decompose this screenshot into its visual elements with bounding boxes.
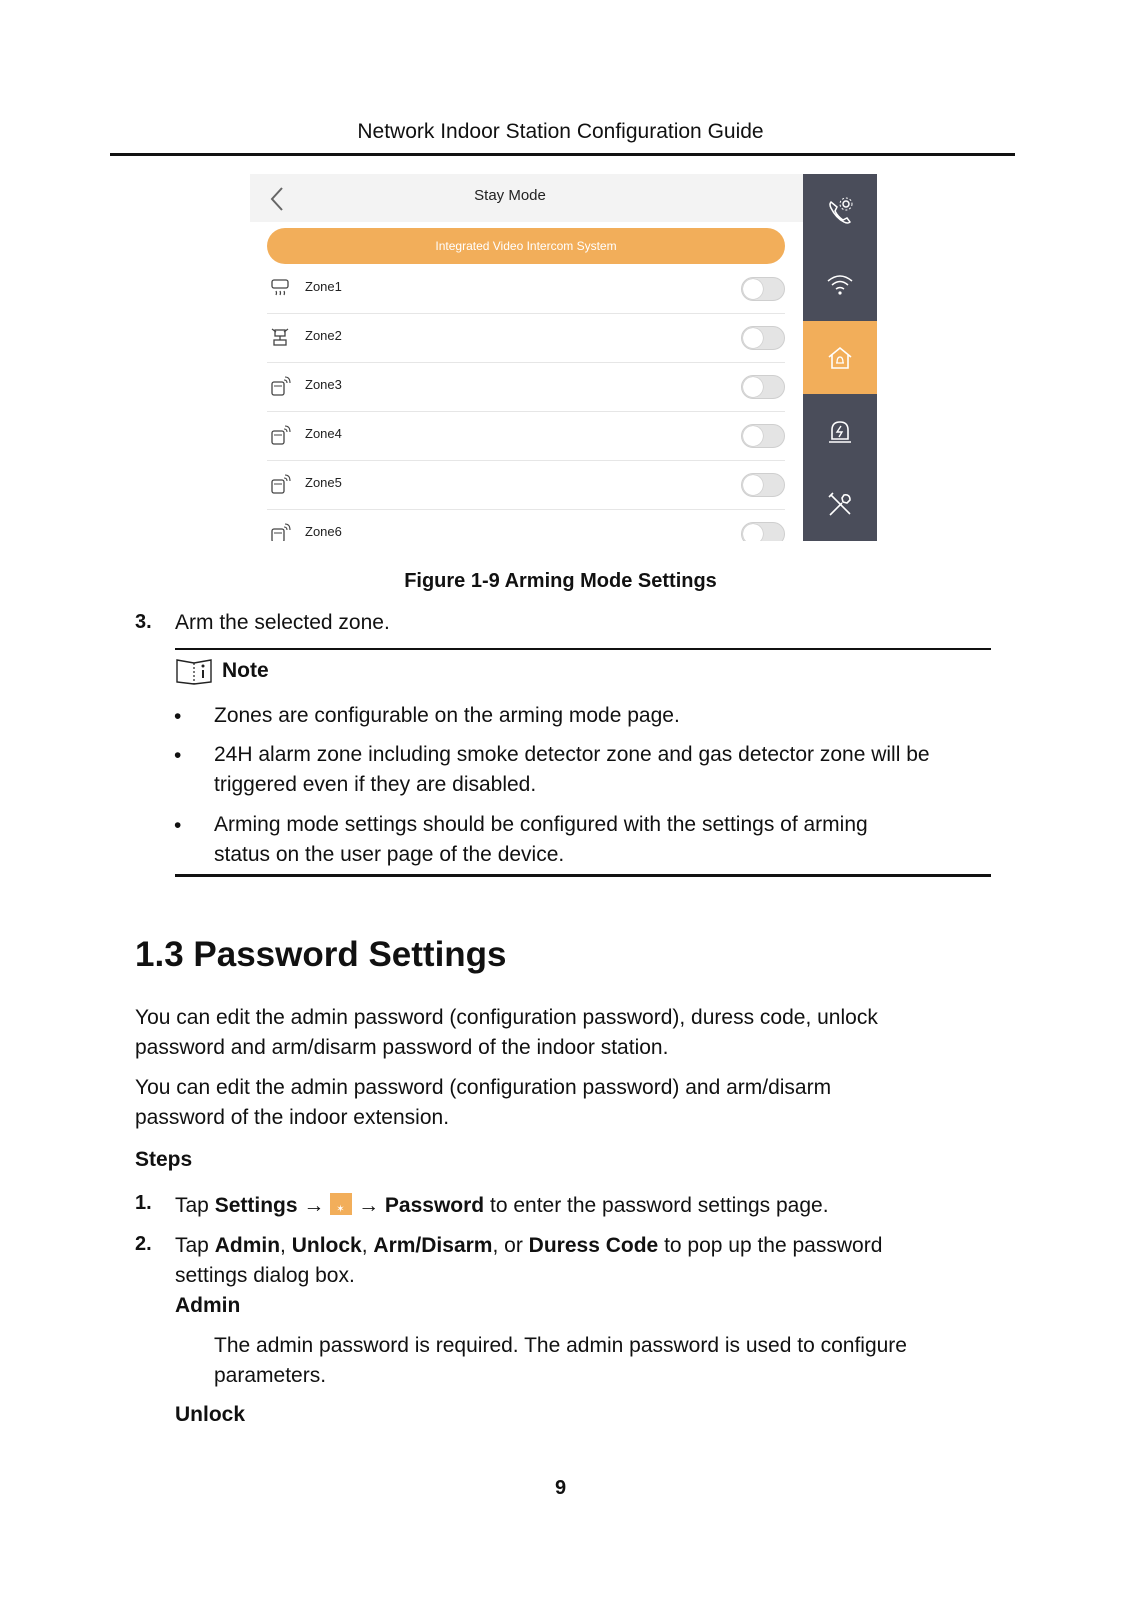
text: Tap	[175, 1194, 209, 1217]
bullet: •	[174, 814, 182, 837]
zone-toggle[interactable]	[741, 326, 785, 350]
figure-caption: Figure 1-9 Arming Mode Settings	[404, 570, 717, 592]
ui-term: Admin	[214, 1234, 281, 1257]
arrow: →	[303, 1194, 325, 1217]
zone-row	[267, 313, 785, 363]
call-settings-icon	[825, 196, 855, 226]
tools-icon	[825, 490, 855, 520]
wireless-detector-icon	[269, 424, 291, 446]
ui-term: Settings	[214, 1194, 298, 1217]
step-text: Arm the selected zone.	[175, 611, 390, 634]
paragraph: The admin password is required. The admin password is used to configure	[214, 1334, 907, 1357]
text: to enter the password settings page.	[489, 1194, 829, 1217]
toggle-knob	[743, 524, 763, 541]
wifi-icon	[825, 269, 855, 299]
text: , or	[492, 1234, 523, 1257]
step-number: 2.	[135, 1233, 152, 1255]
arrow: →	[358, 1194, 380, 1217]
alarm-icon	[825, 416, 855, 446]
sidebar-item-tools[interactable]	[803, 468, 877, 541]
zone-label: Zone2	[305, 328, 342, 343]
zone-toggle[interactable]	[741, 424, 785, 448]
zone-row	[267, 264, 785, 314]
text: to pop up the password	[664, 1234, 883, 1257]
wireless-detector-icon	[269, 473, 291, 495]
note-bullet-text: Zones are configurable on the arming mode page.	[214, 704, 680, 727]
toggle-knob	[743, 279, 763, 299]
bullet: •	[174, 744, 182, 767]
sidebar	[803, 174, 877, 541]
step-number: 3.	[135, 611, 152, 633]
zone-toggle[interactable]	[741, 375, 785, 399]
zone-row	[267, 460, 785, 510]
zone-label: Zone1	[305, 279, 342, 294]
zone-row	[267, 509, 785, 541]
zone-label: Zone5	[305, 475, 342, 490]
zone-toggle[interactable]	[741, 522, 785, 541]
wireless-detector-icon	[269, 375, 291, 397]
paragraph: parameters.	[214, 1364, 327, 1387]
note-bullet-text: triggered even if they are disabled.	[214, 773, 537, 796]
steps-heading: Steps	[135, 1148, 193, 1171]
sidebar-item-alarm[interactable]	[803, 394, 877, 467]
zone-toggle[interactable]	[741, 473, 785, 497]
note-top-rule	[175, 648, 991, 650]
device-screenshot	[250, 174, 877, 541]
air-conditioner-icon	[269, 277, 291, 299]
page-number: 9	[554, 1477, 567, 1499]
step-text: settings dialog box.	[175, 1264, 355, 1287]
toggle-knob	[743, 328, 763, 348]
header-rule	[110, 153, 1015, 156]
ui-term: Unlock	[291, 1234, 362, 1257]
step-text	[175, 1191, 829, 1221]
sidebar-item-wifi[interactable]	[803, 247, 877, 320]
ui-term: Duress Code	[528, 1234, 659, 1257]
paragraph: You can edit the admin password (configuration password) and arm/disarm	[135, 1076, 832, 1099]
note-bottom-rule	[175, 874, 991, 877]
top-bar	[250, 174, 803, 222]
screen-title: Stay Mode	[474, 187, 546, 204]
step-number: 1.	[135, 1192, 152, 1214]
paragraph: password and arm/disarm password of the indoor station.	[135, 1036, 669, 1059]
paragraph: You can edit the admin password (configuration password), duress code, unlock	[135, 1006, 878, 1029]
zone-row	[267, 362, 785, 412]
zone-row	[267, 411, 785, 461]
toggle-knob	[743, 426, 763, 446]
zone-label: Zone6	[305, 524, 342, 539]
toggle-knob	[743, 377, 763, 397]
gas-detector-icon	[269, 326, 291, 348]
note-bullet-text: Arming mode settings should be configured with the settings of arming	[214, 813, 868, 836]
subheading: Unlock	[175, 1403, 246, 1426]
zone-label: Zone4	[305, 426, 342, 441]
section-heading: 1.3 Password Settings	[135, 935, 507, 974]
text: ,	[361, 1234, 368, 1257]
system-banner[interactable]: Integrated Video Intercom System	[267, 228, 785, 264]
wireless-detector-icon	[269, 522, 291, 541]
note-bullet-text: 24H alarm zone including smoke detector zone and gas detector zone will be	[214, 743, 930, 766]
paragraph: password of the indoor extension.	[135, 1106, 450, 1129]
text: Tap	[175, 1234, 209, 1257]
stay-mode-panel	[250, 174, 803, 541]
settings-icon	[330, 1193, 352, 1215]
zone-toggle[interactable]	[741, 277, 785, 301]
text: ,	[280, 1234, 286, 1257]
home-alarm-icon	[825, 343, 855, 373]
ui-term: Password	[384, 1194, 485, 1217]
note-book-icon	[175, 657, 213, 685]
step-text	[175, 1231, 882, 1261]
note-bullet-text: status on the user page of the device.	[214, 843, 565, 866]
document-header: Network Indoor Station Configuration Guide	[357, 120, 764, 143]
toggle-knob	[743, 475, 763, 495]
sidebar-item-call-settings[interactable]	[803, 174, 877, 247]
note-title: Note	[222, 659, 269, 682]
ui-term: Arm/Disarm	[373, 1234, 493, 1257]
subheading: Admin	[175, 1294, 241, 1317]
bullet: •	[174, 705, 182, 728]
zone-label: Zone3	[305, 377, 342, 392]
sidebar-item-home-alarm[interactable]	[803, 321, 877, 394]
